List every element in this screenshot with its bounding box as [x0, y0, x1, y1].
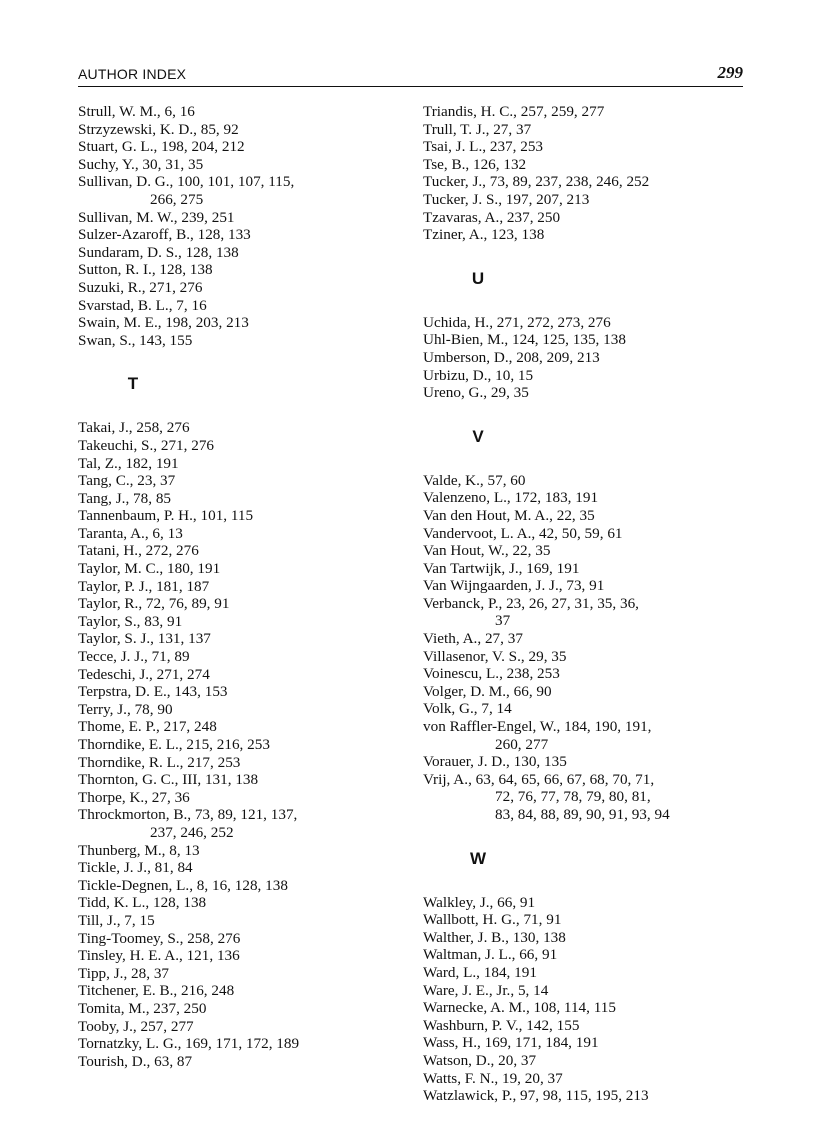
entry-line: Sundaram, D. S., 128, 138 — [78, 243, 239, 261]
index-entry — [423, 560, 753, 578]
entry-line: Taranta, A., 6, 13 — [78, 524, 183, 542]
index-entry — [423, 191, 753, 209]
entry-line: Tidd, K. L., 128, 138 — [78, 894, 207, 912]
entry-line: Tannenbaum, P. H., 101, 115 — [78, 507, 254, 525]
entry-line: Taylor, S. J., 131, 137 — [78, 630, 211, 648]
index-entry — [78, 244, 398, 262]
index-entry — [423, 103, 753, 121]
entry-continuation-line: 237, 246, 252 — [150, 823, 234, 841]
entry-line: Van den Hout, M. A., 22, 35 — [423, 506, 595, 524]
entry-continuation-line: 266, 275 — [150, 190, 204, 208]
section-letter: U — [471, 268, 485, 288]
index-entry — [423, 525, 753, 543]
entry-line: Tang, C., 23, 37 — [78, 472, 176, 490]
page-number: 299 — [717, 63, 743, 82]
entry-line: Strull, W. M., 6, 16 — [78, 103, 195, 120]
entry-line: Tatani, H., 272, 276 — [78, 542, 199, 560]
index-entry — [423, 331, 753, 349]
entry-line: Thorpe, K., 27, 36 — [78, 788, 190, 806]
entry-line: Wass, H., 169, 171, 184, 191 — [423, 1034, 599, 1052]
entry-line: Vandervoot, L. A., 42, 50, 59, 61 — [423, 524, 623, 542]
entry-line: Volk, G., 7, 14 — [423, 700, 512, 718]
index-entry — [423, 314, 753, 332]
index-entry — [423, 718, 753, 753]
index-entry — [78, 1053, 398, 1071]
entry-line: Thome, E. P., 217, 248 — [78, 718, 217, 736]
index-entry — [423, 1087, 753, 1105]
index-entry — [423, 138, 753, 156]
entry-line: Sullivan, M. W., 239, 251 — [78, 208, 235, 226]
entry-line: Tomita, M., 237, 250 — [78, 999, 207, 1017]
index-entry — [78, 297, 398, 315]
index-entry — [78, 279, 398, 297]
index-entry — [423, 648, 753, 666]
index-entry — [78, 718, 398, 736]
index-entry — [78, 595, 398, 613]
entry-line: Suchy, Y., 30, 31, 35 — [78, 155, 204, 173]
entry-line: Taylor, R., 72, 76, 89, 91 — [78, 595, 230, 613]
entry-line: Ureno, G., 29, 35 — [423, 384, 529, 402]
index-entry — [423, 226, 753, 244]
entry-continuation-line: 37 — [495, 612, 511, 630]
entry-line: Tucker, J., 73, 89, 237, 238, 246, 252 — [423, 173, 650, 191]
index-entry — [78, 173, 398, 208]
index-entry — [78, 771, 398, 789]
entry-line: Warnecke, A. M., 108, 114, 115 — [423, 999, 616, 1017]
index-entry — [78, 472, 398, 490]
index-entry — [78, 648, 398, 666]
index-entry — [423, 1017, 753, 1035]
index-entry — [78, 982, 398, 1000]
section-letter: T — [127, 374, 139, 394]
index-entry — [78, 789, 398, 807]
index-entry — [423, 683, 753, 701]
entry-line: Tziner, A., 123, 138 — [423, 226, 545, 244]
index-entry — [78, 490, 398, 508]
index-entry — [423, 1034, 753, 1052]
entry-line: Strzyzewski, K. D., 85, 92 — [78, 120, 239, 138]
entry-line: Till, J., 7, 15 — [78, 911, 155, 929]
index-entry — [78, 314, 398, 332]
entry-line: Walkley, J., 66, 91 — [423, 893, 536, 911]
index-entry — [78, 455, 398, 473]
index-entry — [423, 630, 753, 648]
left-column — [78, 103, 398, 1070]
index-entry — [423, 209, 753, 227]
entry-line: Vorauer, J. D., 130, 135 — [423, 753, 567, 771]
entry-line: Wallbott, H. G., 71, 91 — [423, 911, 562, 929]
entry-line: Tecce, J. J., 71, 89 — [78, 648, 190, 666]
entry-line: Watts, F. N., 19, 20, 37 — [423, 1069, 563, 1087]
index-entry — [78, 666, 398, 684]
entry-line: Watzlawick, P., 97, 98, 115, 195, 213 — [423, 1087, 649, 1105]
index-entry — [423, 349, 753, 367]
index-entry — [423, 964, 753, 982]
index-entry — [423, 1052, 753, 1070]
index-entry — [423, 384, 753, 402]
entry-line: Tipp, J., 28, 37 — [78, 964, 170, 982]
entry-continuation-line: 72, 76, 77, 78, 79, 80, 81, — [495, 788, 651, 806]
index-entry — [78, 560, 398, 578]
index-entry — [423, 156, 753, 174]
entry-line: Takai, J., 258, 276 — [78, 419, 190, 437]
index-entry — [78, 965, 398, 983]
index-entry — [78, 806, 398, 841]
index-entry — [423, 367, 753, 385]
entry-line: Valenzeno, L., 172, 183, 191 — [423, 489, 599, 507]
index-entry — [423, 753, 753, 771]
entry-line: Ward, L., 184, 191 — [423, 963, 537, 981]
index-entry — [423, 929, 753, 947]
entry-line: Tse, B., 126, 132 — [423, 155, 527, 173]
entry-line: Tickle-Degnen, L., 8, 16, 128, 138 — [78, 876, 288, 894]
right-column — [423, 103, 753, 1105]
entry-line: Uhl-Bien, M., 124, 125, 135, 138 — [423, 331, 626, 349]
index-entry — [423, 771, 753, 824]
entry-line: Watson, D., 20, 37 — [423, 1051, 537, 1069]
entry-continuation-line: 83, 84, 88, 89, 90, 91, 93, 94 — [495, 806, 670, 823]
entry-line: Sullivan, D. G., 100, 101, 107, 115, — [78, 173, 295, 191]
index-entry — [423, 595, 753, 630]
entry-line: Titchener, E. B., 216, 248 — [78, 982, 235, 1000]
entry-line: Tzavaras, A., 237, 250 — [423, 208, 561, 226]
entry-line: Sulzer-Azaroff, B., 128, 133 — [78, 226, 251, 244]
entry-line: Washburn, P. V., 142, 155 — [423, 1016, 580, 1034]
entry-line: Stuart, G. L., 198, 204, 212 — [78, 138, 245, 156]
index-entry — [78, 542, 398, 560]
entry-line: Walther, J. B., 130, 138 — [423, 928, 566, 946]
entry-line: Swan, S., 143, 155 — [78, 331, 193, 349]
entry-line: Terry, J., 78, 90 — [78, 700, 173, 718]
index-entry — [78, 859, 398, 877]
entry-line: Thornton, G. C., III, 131, 138 — [78, 771, 259, 789]
index-entry — [423, 173, 753, 191]
index-entry — [78, 930, 398, 948]
index-entry — [78, 437, 398, 455]
entry-line: Throckmorton, B., 73, 89, 121, 137, — [78, 806, 298, 824]
index-entry — [423, 999, 753, 1017]
index-entry — [423, 577, 753, 595]
entry-line: von Raffler-Engel, W., 184, 190, 191, — [423, 718, 652, 736]
entry-line: Van Hout, W., 22, 35 — [423, 542, 551, 560]
entry-line: Valde, K., 57, 60 — [423, 471, 526, 489]
index-entry — [423, 542, 753, 560]
entry-line: Tal, Z., 182, 191 — [78, 454, 179, 472]
entry-line: Taylor, M. C., 180, 191 — [78, 560, 221, 578]
entry-line: Urbizu, D., 10, 15 — [423, 366, 534, 384]
index-entry — [78, 613, 398, 631]
index-entry — [78, 947, 398, 965]
entry-line: Trull, T. J., 27, 37 — [423, 120, 532, 138]
entry-line: Tooby, J., 257, 277 — [78, 1017, 194, 1035]
entry-line: Vrij, A., 63, 64, 65, 66, 67, 68, 70, 71, — [423, 770, 655, 788]
index-entry — [78, 1035, 398, 1053]
index-entry — [423, 665, 753, 683]
index-entry — [78, 138, 398, 156]
entry-line: Terpstra, D. E., 143, 153 — [78, 683, 228, 701]
entry-line: Thorndike, R. L., 217, 253 — [78, 753, 241, 771]
entry-line: Villasenor, V. S., 29, 35 — [423, 647, 567, 665]
entry-line: Volger, D. M., 66, 90 — [423, 682, 552, 700]
entry-line: Van Tartwijk, J., 169, 191 — [423, 559, 580, 577]
entry-line: Tedeschi, J., 271, 274 — [78, 665, 210, 683]
entry-line: Van Wijngaarden, J. J., 73, 91 — [423, 577, 605, 595]
index-entry — [78, 261, 398, 279]
index-entry — [423, 894, 753, 912]
entry-line: Swain, M. E., 198, 203, 213 — [78, 314, 249, 332]
index-entry — [78, 209, 398, 227]
index-entry — [78, 1000, 398, 1018]
index-entry — [78, 683, 398, 701]
entry-line: Ting-Toomey, S., 258, 276 — [78, 929, 241, 947]
index-entry — [78, 736, 398, 754]
entry-line: Voinescu, L., 238, 253 — [423, 665, 560, 683]
entry-line: Svarstad, B. L., 7, 16 — [78, 296, 207, 314]
index-entry — [423, 700, 753, 718]
header-title: AUTHOR INDEX — [78, 66, 187, 82]
index-entry — [78, 877, 398, 895]
index-entry — [423, 472, 753, 490]
index-entry — [78, 226, 398, 244]
entry-line: Uchida, H., 271, 272, 273, 276 — [423, 313, 611, 331]
index-entry — [78, 912, 398, 930]
entry-line: Vieth, A., 27, 37 — [423, 630, 523, 648]
entry-line: Tornatzky, L. G., 169, 171, 172, 189 — [78, 1035, 300, 1053]
entry-line: Tang, J., 78, 85 — [78, 489, 172, 507]
entry-line: Tucker, J. S., 197, 207, 213 — [423, 190, 590, 208]
index-entry — [78, 1018, 398, 1036]
index-entry — [423, 911, 753, 929]
index-entry — [423, 121, 753, 139]
index-entry — [78, 894, 398, 912]
entry-line: Umberson, D., 208, 209, 213 — [423, 348, 600, 366]
entry-line: Waltman, J. L., 66, 91 — [423, 946, 558, 964]
entry-line: Thorndike, E. L., 215, 216, 253 — [78, 736, 270, 753]
entry-line: Tickle, J. J., 81, 84 — [78, 859, 193, 877]
index-entry — [78, 578, 398, 596]
index-entry — [78, 156, 398, 174]
index-entry — [78, 842, 398, 860]
entry-line: Ware, J. E., Jr., 5, 14 — [423, 981, 549, 999]
index-entry — [78, 103, 398, 121]
entry-line: Triandis, H. C., 257, 259, 277 — [423, 103, 605, 120]
entry-line: Taylor, S., 83, 91 — [78, 612, 183, 630]
index-entry — [78, 419, 398, 437]
index-entry — [78, 525, 398, 543]
index-entry — [423, 1070, 753, 1088]
entry-line: Tourish, D., 63, 87 — [78, 1052, 193, 1070]
index-entry — [78, 701, 398, 719]
index-entry — [78, 121, 398, 139]
index-entry — [423, 982, 753, 1000]
entry-line: Verbanck, P., 23, 26, 27, 31, 35, 36, — [423, 594, 639, 612]
index-entry — [423, 489, 753, 507]
entry-line: Tinsley, H. E. A., 121, 136 — [78, 947, 240, 965]
index-entry — [423, 507, 753, 525]
entry-line: Tsai, J. L., 237, 253 — [423, 138, 544, 156]
entry-line: Takeuchi, S., 271, 276 — [78, 436, 215, 454]
index-entry — [78, 754, 398, 772]
index-entry — [423, 946, 753, 964]
entry-continuation-line: 260, 277 — [495, 735, 549, 753]
entry-line: Thunberg, M., 8, 13 — [78, 841, 200, 859]
index-entry — [78, 507, 398, 525]
entry-line: Suzuki, R., 271, 276 — [78, 278, 203, 296]
index-entry — [78, 630, 398, 648]
running-header — [78, 64, 743, 87]
index-entry — [78, 332, 398, 350]
entry-line: Taylor, P. J., 181, 187 — [78, 577, 210, 595]
entry-line: Sutton, R. I., 128, 138 — [78, 261, 213, 279]
section-letter: V — [472, 426, 484, 446]
section-letter: W — [469, 848, 487, 868]
